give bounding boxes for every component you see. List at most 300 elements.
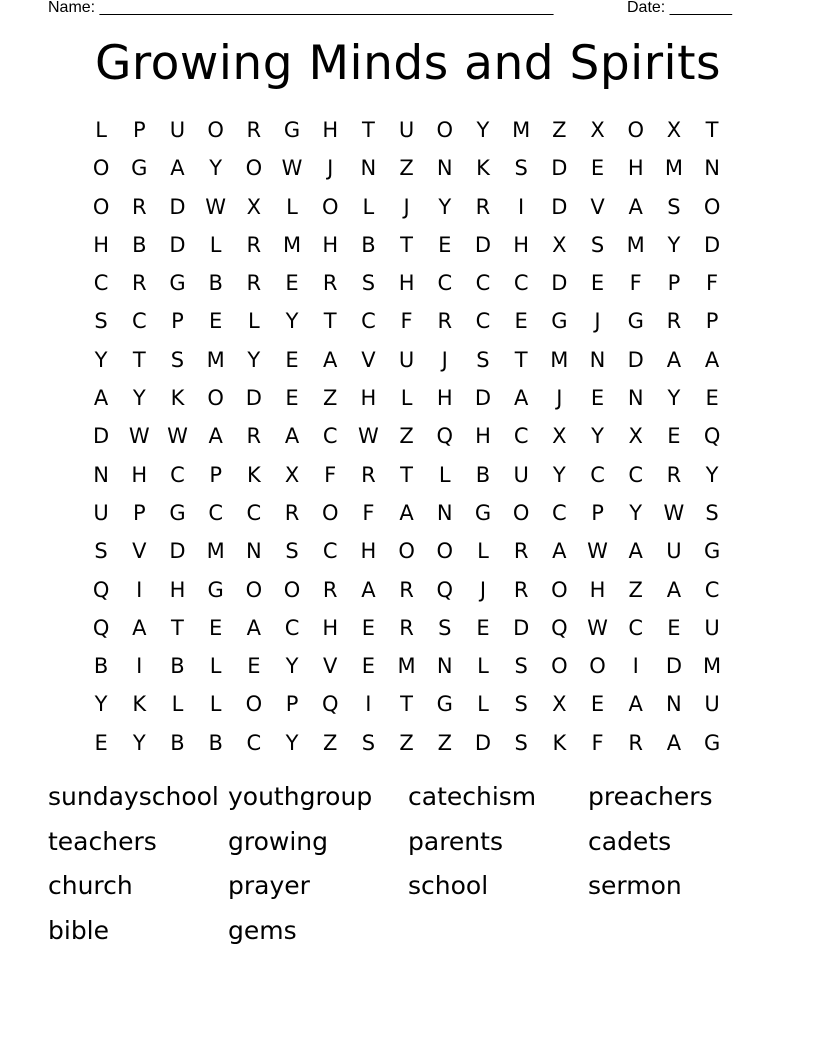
grid-cell: Q (92, 615, 110, 640)
grid-cell: Q (551, 615, 568, 640)
grid-cell: O (436, 539, 454, 564)
grid-cell: A (704, 347, 720, 372)
grid-cell: J (327, 156, 334, 181)
grid-cell: C (628, 615, 644, 640)
grid-cell: L (438, 462, 451, 487)
grid-cell: A (399, 500, 414, 525)
grid-cell: P (285, 692, 299, 717)
grid-cell: H (360, 386, 377, 411)
grid-cell: D (551, 271, 568, 296)
grid-cell: C (93, 271, 109, 296)
word-list-item: cadets (588, 826, 672, 856)
grid-cell: G (131, 156, 148, 181)
grid-cell: A (93, 386, 109, 411)
grid-cell: L (477, 654, 489, 679)
grid-cell: O (283, 577, 301, 602)
grid-cell: W (128, 424, 150, 449)
grid-cell: R (131, 271, 147, 296)
word-list-item: church (48, 871, 133, 900)
grid-cell: A (628, 194, 643, 219)
grid-cell: O (551, 577, 568, 602)
grid-cell: F (362, 500, 375, 525)
grid-cell: C (322, 424, 338, 449)
grid-cell: X (666, 118, 682, 142)
grid-cell: Y (552, 462, 566, 487)
word-list-item: bible (48, 915, 110, 945)
grid-cell: P (209, 462, 222, 487)
grid-cell: O (245, 692, 263, 717)
grid-cell: N (704, 156, 720, 181)
grid-cell: P (591, 500, 604, 525)
grid-cell: E (361, 615, 376, 640)
grid-cell: X (246, 194, 262, 219)
grid-cell: K (552, 730, 567, 755)
grid-cell: M (512, 118, 531, 142)
grid-cell: H (93, 232, 109, 257)
word-list-item: gems (228, 915, 297, 945)
grid-cell: E (667, 615, 681, 640)
grid-cell: S (514, 730, 528, 755)
grid-cell: B (208, 271, 223, 296)
grid-cell: R (666, 309, 682, 334)
grid-cell: G (169, 500, 186, 525)
grid-cell: D (551, 156, 568, 181)
grid-cell: S (361, 271, 376, 296)
grid-cell: D (169, 232, 186, 257)
grid-cell: O (627, 118, 644, 142)
grid-cell: C (170, 462, 185, 487)
grid-cell: Z (323, 386, 338, 411)
grid-cell: S (170, 347, 185, 372)
grid-cell: J (594, 309, 601, 334)
grid-cell: A (170, 156, 185, 181)
grid-cell: S (94, 539, 108, 564)
grid-cell: P (667, 271, 681, 296)
grid-cell: R (628, 730, 644, 755)
grid-cell: Y (285, 654, 299, 679)
grid-cell: C (361, 309, 376, 334)
grid-cell: R (246, 271, 262, 296)
grid-cell: L (400, 386, 413, 411)
grid-cell: W (167, 424, 188, 449)
grid-cell: L (477, 539, 489, 564)
grid-cell: L (209, 654, 222, 679)
grid-cell: Z (552, 118, 567, 142)
grid-cell: Y (94, 347, 108, 372)
grid-cell: Y (132, 386, 146, 411)
grid-cell: R (131, 194, 147, 219)
grid-cell: R (666, 462, 682, 487)
word-list-item: youthgroup (228, 782, 373, 811)
grid-cell: S (361, 730, 376, 755)
grid-cell: T (132, 347, 146, 372)
grid-cell: S (285, 539, 299, 564)
grid-cell: C (475, 271, 491, 296)
word-list-item: prayer (228, 871, 310, 900)
grid-cell: R (246, 232, 262, 257)
grid-cell: Y (476, 118, 490, 142)
grid-cell: D (474, 232, 492, 257)
grid-cell: L (171, 692, 184, 717)
grid-cell: A (666, 347, 682, 372)
grid-cell: M (703, 654, 722, 679)
grid-cell: N (93, 462, 109, 487)
grid-cell: T (400, 232, 413, 257)
grid-cell: R (513, 539, 529, 564)
grid-cell: U (169, 118, 186, 142)
grid-cell: O (207, 118, 224, 142)
grid-cell: J (479, 577, 487, 602)
grid-cell: X (552, 692, 567, 717)
grid-cell: Z (399, 424, 414, 449)
grid-cell: X (628, 424, 643, 449)
grid-cell: W (587, 539, 608, 564)
grid-cell: V (132, 539, 147, 564)
grid-cell: D (474, 386, 492, 411)
grid-cell: U (398, 118, 415, 142)
grid-cell: U (666, 539, 682, 564)
grid-cell: A (666, 577, 682, 602)
grid-cell: H (436, 386, 453, 411)
grid-cell: O (436, 118, 454, 142)
grid-cell: F (324, 462, 337, 487)
word-list (48, 777, 768, 955)
grid-cell: S (667, 194, 681, 219)
grid-cell: F (591, 730, 604, 755)
word-list-item: sundayschool (48, 782, 219, 811)
grid-cell: D (93, 424, 110, 449)
grid-cell: C (322, 539, 338, 564)
grid-cell: C (590, 462, 605, 487)
grid-cell: K (170, 386, 185, 411)
puzzle-title: Growing Minds and Spirits (94, 36, 722, 91)
grid-cell: O (321, 194, 339, 219)
grid-cell: G (283, 118, 301, 142)
grid-cell: P (132, 500, 146, 525)
grid-cell: I (365, 692, 372, 717)
grid-cell: R (399, 577, 414, 602)
grid-cell: C (131, 309, 147, 334)
grid-cell: A (361, 577, 376, 602)
grid-cell: L (286, 194, 298, 219)
grid-cell: N (360, 156, 377, 181)
grid-cell: O (92, 156, 110, 181)
grid-cell: Y (285, 730, 299, 755)
grid-cell: Z (399, 730, 414, 755)
word-list-item: preachers (588, 782, 713, 811)
grid-cell: G (703, 730, 721, 755)
grid-cell: H (627, 156, 644, 181)
grid-cell: Z (399, 156, 414, 181)
word-list-item: parents (408, 826, 503, 856)
grid-cell: B (361, 232, 376, 257)
grid-cell: Q (92, 577, 110, 602)
grid-cell: U (398, 347, 415, 372)
grid-cell: Q (436, 577, 454, 602)
grid-cell: M (397, 654, 416, 679)
grid-cell: G (551, 309, 568, 334)
grid-cell: J (403, 194, 410, 219)
grid-cell: A (666, 730, 682, 755)
grid-cell: R (322, 271, 338, 296)
grid-cell: C (704, 577, 720, 602)
grid-cell: E (285, 271, 299, 296)
grid-cell: C (284, 615, 300, 640)
grid-cell: L (209, 232, 222, 257)
grid-cell: D (551, 194, 568, 219)
grid-cell: Q (703, 424, 721, 449)
grid-cell: S (514, 692, 528, 717)
grid-cell: S (705, 500, 719, 525)
grid-cell: R (246, 118, 262, 142)
grid-cell: L (477, 692, 489, 717)
grid-cell: I (518, 194, 525, 219)
grid-cell: M (206, 347, 225, 372)
grid-cell: C (208, 500, 223, 525)
grid-cell: M (206, 539, 225, 564)
grid-cell: T (400, 462, 413, 487)
grid-cell: U (93, 500, 109, 525)
grid-cell: Y (438, 194, 452, 219)
grid-cell: E (209, 615, 223, 640)
grid-cell: C (628, 462, 644, 487)
grid-cell: Y (705, 462, 719, 487)
grid-cell: O (92, 194, 110, 219)
grid-cell: Y (132, 730, 146, 755)
grid-cell: Y (667, 232, 681, 257)
grid-cell: O (703, 194, 721, 219)
grid-cell: M (664, 156, 683, 181)
grid-cell: A (323, 347, 338, 372)
grid-cell: Y (629, 500, 643, 525)
grid-cell: E (590, 692, 605, 717)
grid-cell: O (589, 654, 606, 679)
grid-cell: D (169, 194, 186, 219)
grid-cell: I (136, 577, 143, 602)
letter-grid (82, 111, 731, 762)
grid-cell: H (360, 539, 377, 564)
grid-cell: E (361, 654, 376, 679)
grid-cell: S (438, 615, 452, 640)
grid-cell: E (285, 347, 299, 372)
grid-cell: R (399, 615, 414, 640)
grid-cell: A (132, 615, 147, 640)
grid-cell: G (169, 271, 186, 296)
grid-cell: D (627, 347, 644, 372)
grid-cell: H (322, 232, 339, 257)
grid-cell: O (321, 500, 339, 525)
grid-cell: D (704, 232, 721, 257)
grid-cell: T (323, 309, 337, 334)
grid-cell: D (245, 386, 262, 411)
grid-cell: A (628, 539, 643, 564)
grid-cell: Z (323, 730, 338, 755)
grid-cell: W (358, 424, 379, 449)
grid-cell: N (436, 654, 453, 679)
grid-cell: B (132, 232, 147, 257)
grid-cell: O (512, 500, 530, 525)
grid-cell: E (438, 232, 452, 257)
grid-cell: F (629, 271, 642, 296)
grid-cell: E (590, 156, 605, 181)
grid-cell: H (475, 424, 491, 449)
grid-cell: Y (94, 692, 108, 717)
grid-cell: B (170, 654, 185, 679)
grid-cell: C (246, 730, 262, 755)
grid-cell: U (704, 692, 720, 717)
grid-cell: Z (628, 577, 643, 602)
grid-cell: J (556, 386, 563, 411)
grid-cell: H (322, 118, 339, 142)
grid-cell: T (705, 118, 719, 142)
grid-cell: Y (591, 424, 604, 449)
word-list-item: growing (228, 826, 328, 856)
grid-cell: D (169, 539, 186, 564)
grid-cell: P (705, 309, 719, 334)
grid-cell: E (247, 654, 261, 679)
grid-cell: C (475, 309, 491, 334)
grid-cell: B (475, 462, 491, 487)
grid-cell: R (475, 194, 491, 219)
grid-cell: S (590, 232, 605, 257)
grid-cell: R (437, 309, 453, 334)
grid-cell: L (95, 118, 107, 142)
grid-cell: A (284, 424, 300, 449)
grid-cell: R (284, 500, 300, 525)
grid-cell: N (589, 347, 606, 372)
grid-cell: E (209, 309, 223, 334)
grid-cell: R (246, 424, 262, 449)
grid-cell: N (666, 692, 682, 717)
grid-cell: W (587, 615, 608, 640)
grid-cell: D (513, 615, 530, 640)
grid-cell: A (513, 386, 529, 411)
grid-cell: B (170, 730, 185, 755)
grid-cell: N (436, 500, 453, 525)
date-field: Date: _______ (627, 0, 732, 16)
grid-cell: Q (436, 424, 454, 449)
grid-cell: O (551, 654, 568, 679)
grid-cell: M (550, 347, 569, 372)
grid-cell: M (626, 232, 645, 257)
grid-cell: X (552, 424, 567, 449)
grid-cell: U (704, 615, 720, 640)
grid-cell: H (589, 577, 606, 602)
grid-cell: L (209, 692, 222, 717)
grid-cell: H (169, 577, 186, 602)
grid-cell: A (208, 424, 223, 449)
grid-cell: S (94, 309, 108, 334)
grid-cell: S (514, 156, 528, 181)
grid-cell: Y (667, 386, 681, 411)
grid-cell: C (246, 500, 262, 525)
grid-cell: T (361, 118, 375, 142)
word-list-item: catechism (408, 782, 537, 811)
grid-cell: W (663, 500, 685, 525)
grid-cell: R (361, 462, 376, 487)
grid-cell: L (362, 194, 375, 219)
grid-cell: E (285, 386, 299, 411)
grid-cell: A (628, 692, 643, 717)
grid-cell: O (207, 386, 224, 411)
grid-cell: N (245, 539, 262, 564)
grid-cell: U (513, 462, 529, 487)
grid-cell: E (667, 424, 681, 449)
grid-cell: Y (209, 156, 223, 181)
word-list-item: school (408, 871, 489, 900)
grid-cell: K (246, 462, 261, 487)
grid-cell: A (552, 539, 567, 564)
grid-cell: S (476, 347, 490, 372)
word-list-item: sermon (588, 871, 682, 900)
header-row (48, 0, 748, 20)
grid-cell: E (476, 615, 490, 640)
grid-cell: V (590, 194, 605, 219)
grid-cell: S (514, 654, 528, 679)
grid-cell: P (171, 309, 184, 334)
grid-cell: V (323, 654, 338, 679)
grid-cell: F (706, 271, 719, 296)
grid-cell: F (400, 309, 413, 334)
grid-cell: O (245, 156, 263, 181)
grid-cell: I (136, 654, 143, 679)
grid-cell: Z (437, 730, 452, 755)
grid-cell: G (703, 539, 721, 564)
grid-cell: H (398, 271, 415, 296)
grid-cell: G (627, 309, 644, 334)
grid-cell: N (436, 156, 453, 181)
grid-cell: H (513, 232, 530, 257)
grid-cell: C (552, 500, 567, 525)
grid-cell: R (513, 577, 529, 602)
grid-cell: H (131, 462, 148, 487)
grid-cell: Y (285, 309, 299, 334)
grid-cell: C (513, 424, 529, 449)
grid-cell: E (590, 386, 605, 411)
grid-cell: I (632, 654, 639, 679)
grid-cell: E (705, 386, 719, 411)
grid-cell: H (322, 615, 339, 640)
grid-cell: N (627, 386, 644, 411)
grid-cell: T (514, 347, 528, 372)
grid-cell: O (398, 539, 415, 564)
grid-cell: C (437, 271, 453, 296)
grid-cell: O (245, 577, 263, 602)
grid-cell: P (132, 118, 146, 142)
word-list-item: teachers (48, 826, 157, 856)
grid-cell: C (513, 271, 529, 296)
grid-cell: Y (247, 347, 261, 372)
grid-cell: E (94, 730, 108, 755)
grid-cell: K (476, 156, 490, 181)
grid-cell: G (207, 577, 224, 602)
grid-cell: L (247, 309, 260, 334)
grid-cell: X (552, 232, 567, 257)
grid-cell: Q (321, 692, 339, 717)
grid-cell: W (281, 156, 303, 181)
grid-cell: T (400, 692, 413, 717)
grid-cell: X (284, 462, 300, 487)
name-field: Name: ___________________________________________________ (48, 0, 554, 16)
grid-cell: V (361, 347, 376, 372)
grid-cell: G (436, 692, 453, 717)
grid-cell: B (208, 730, 223, 755)
grid-cell: R (322, 577, 338, 602)
grid-cell: M (282, 232, 302, 257)
grid-cell: X (590, 118, 605, 142)
grid-cell: B (93, 654, 109, 679)
grid-cell: E (590, 271, 605, 296)
